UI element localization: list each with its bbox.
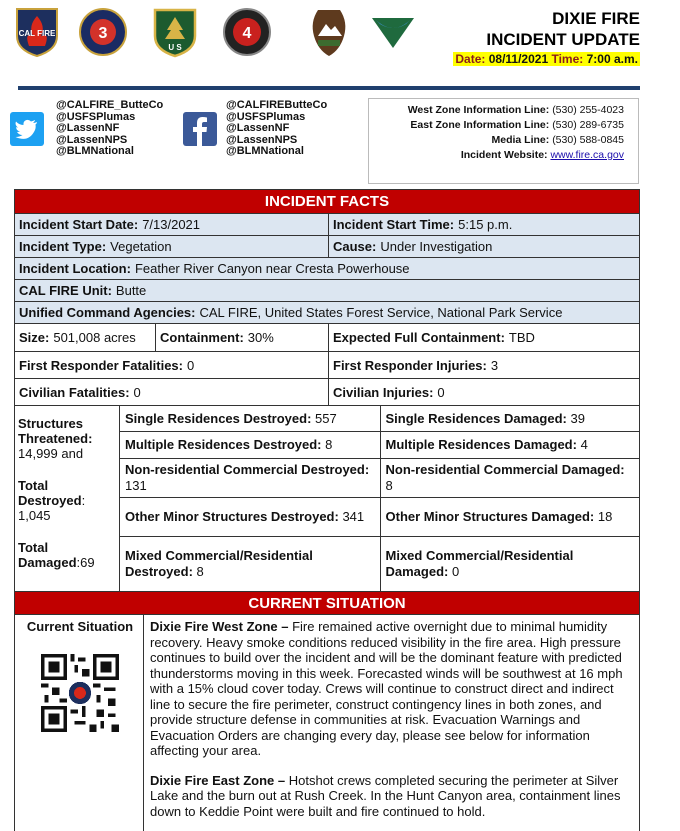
west-zone-line: West Zone Information Line: (530) 255-4023: [407, 104, 624, 116]
forest-service-logo: [150, 6, 200, 58]
west-zone-paragraph: Dixie Fire West Zone – Fire remained active overnight due to minimal humidity recovery. Heavy smoke conditions reduced visibility in the fire area. High pressure continues to build over the incident and will be the dominant feature with predicted thunderstorms moving in this week. Forecasted winds will be southwest at 16 mph with a 15% cloud cover today. Crews will continue to construct direct and indirect line to secure the fire perimeter, construct contingency lines in both zones, and provide structure defense in communities at risk. Evacuation Warnings and Evacuation Orders are changing every day, please see below for information affecting your area.: [150, 619, 623, 758]
east-zone-paragraph: Dixie Fire East Zone – Hotshot crews completed securing the perimeter at Silver Lake and the burn out at Rush Creek. In the Hunt Canyon area, containment lines down to Keddie Point were built and fire continued to hold.: [150, 772, 621, 819]
unified-command-agencies: Unified Command Agencies: CAL FIRE, United States Forest Service, National Park Service: [15, 302, 639, 323]
incident-management-team-4-logo: [222, 6, 272, 58]
single-residences-destroyed: Single Residences Destroyed: 557: [125, 410, 337, 426]
agency-logos: [12, 6, 432, 62]
non-residential-commercial-damaged: Non-residential Commercial Damaged: 8: [380, 459, 640, 497]
incident-start-time: Incident Start Time: 5:15 p.m.: [328, 214, 639, 235]
facebook-handles: [226, 100, 327, 158]
facebook-handle[interactable]: @BLMNational: [226, 145, 304, 157]
first-responder-injuries: First Responder Injuries: 3: [328, 352, 639, 378]
structures-grid: [119, 406, 639, 591]
unit-row: [15, 279, 639, 301]
information-lines-box: [368, 98, 639, 184]
incident-cause: Cause: Under Investigation: [328, 236, 639, 257]
current-situation-heading: CURRENT SITUATION: [15, 591, 639, 614]
structures-threatened: Structures Threatened: 14,999 and: [18, 416, 93, 461]
mixed-commercial-residential-damaged: Mixed Commercial/Residential Damaged: 0: [380, 537, 640, 591]
structures-row: [120, 497, 639, 536]
facebook-icon[interactable]: [183, 112, 217, 146]
cal-fire-logo: [12, 6, 62, 58]
size-row: [15, 323, 639, 351]
svg-text:U S: U S: [168, 43, 182, 52]
start-row: [15, 213, 639, 235]
structures-row: [120, 431, 639, 458]
east-zone-line: East Zone Information Line: (530) 289-6735: [410, 119, 624, 131]
first-responder-fatalities: First Responder Fatalities: 0: [19, 357, 195, 373]
location-row: [15, 257, 639, 279]
twitter-handle[interactable]: @USFSPlumas: [56, 110, 136, 123]
civilian-injuries: Civilian Injuries: 0: [328, 379, 639, 405]
total-destroyed: Total Destroyed: 1,045: [18, 478, 86, 523]
incident-website-link[interactable]: www.fire.ca.gov: [550, 149, 624, 161]
mixed-commercial-residential-destroyed: Mixed Commercial/Residential Destroyed: 8: [125, 548, 313, 579]
incident-type: Incident Type: Vegetation: [15, 236, 328, 257]
media-line: Media Line: (530) 588-0845: [491, 134, 624, 146]
time-value: 7:00 a.m.: [586, 52, 638, 66]
civilian-row: [15, 378, 639, 405]
structures-row: [120, 536, 639, 591]
structures-row: [120, 458, 639, 497]
document-subtitle: INCIDENT UPDATE: [486, 30, 640, 49]
non-residential-commercial-destroyed: Non-residential Commercial Destroyed: 131: [125, 462, 370, 493]
incident-website-line: Incident Website: www.fire.ca.gov: [460, 149, 624, 161]
incident-facts-heading: INCIDENT FACTS: [15, 190, 639, 213]
current-situation-label: Current Situation: [26, 619, 134, 634]
title-block: [453, 8, 640, 68]
time-label: Time:: [551, 52, 584, 66]
single-residences-damaged: Single Residences Damaged: 39: [380, 406, 640, 431]
incident-location: Incident Location: Feather River Canyon near Cresta Powerhouse: [15, 258, 639, 279]
twitter-handle[interactable]: @LassenNPS: [56, 133, 128, 146]
twitter-handles: [56, 100, 163, 158]
bureau-of-land-management-logo: [368, 6, 418, 58]
facebook-handle[interactable]: @LassenNF: [226, 122, 290, 134]
structures-summary: [15, 406, 119, 591]
date-value: 08/11/2021: [488, 52, 549, 66]
svg-text:CAL FIRE: CAL FIRE: [18, 29, 56, 38]
date-label: Date:: [455, 52, 486, 66]
current-situation-label-cell: [15, 615, 143, 831]
date-time-highlight: [453, 52, 640, 66]
multiple-residences-destroyed: Multiple Residences Destroyed: 8: [125, 437, 333, 452]
containment: Containment: 30%: [155, 324, 328, 351]
current-situation-text: [143, 615, 639, 831]
civilian-fatalities: Civilian Fatalities: 0: [19, 384, 141, 400]
twitter-handle[interactable]: @BLMNational: [56, 145, 134, 157]
cal-fire-unit: CAL FIRE Unit: Butte: [15, 280, 639, 301]
facebook-handle[interactable]: @CALFIREButteCo: [226, 99, 328, 111]
fire-size: Size: 501,008 acres: [19, 330, 136, 345]
facebook-handle[interactable]: @USFSPlumas: [226, 110, 306, 123]
other-minor-structures-damaged: Other Minor Structures Damaged: 18: [380, 498, 640, 536]
twitter-handle[interactable]: @CALFIRE_ButteCo: [56, 99, 164, 111]
facebook-handle[interactable]: @LassenNPS: [226, 133, 298, 146]
qr-code-icon[interactable]: [41, 654, 119, 732]
national-park-service-logo: [304, 6, 354, 58]
total-damaged: Total Damaged:69: [18, 540, 95, 570]
structures-section: [15, 405, 639, 591]
twitter-handle[interactable]: @LassenNF: [56, 122, 120, 134]
incident-management-team-3-logo: [78, 6, 128, 58]
responder-row: [15, 351, 639, 378]
type-row: [15, 235, 639, 257]
structures-row: [120, 406, 639, 431]
incident-table: [14, 189, 640, 831]
twitter-icon[interactable]: [10, 112, 44, 146]
header-divider: [18, 86, 640, 90]
multiple-residences-damaged: Multiple Residences Damaged: 4: [380, 432, 640, 458]
svg-text:4: 4: [242, 25, 252, 42]
svg-text:3: 3: [98, 25, 108, 42]
expected-full-containment: Expected Full Containment: TBD: [328, 324, 639, 351]
incident-start-date: Incident Start Date: 7/13/2021: [15, 214, 328, 235]
current-situation-section: [15, 614, 639, 831]
other-minor-structures-destroyed: Other Minor Structures Destroyed: 341: [125, 509, 365, 524]
document-title: DIXIE FIRE: [552, 9, 640, 28]
agencies-row: [15, 301, 639, 323]
